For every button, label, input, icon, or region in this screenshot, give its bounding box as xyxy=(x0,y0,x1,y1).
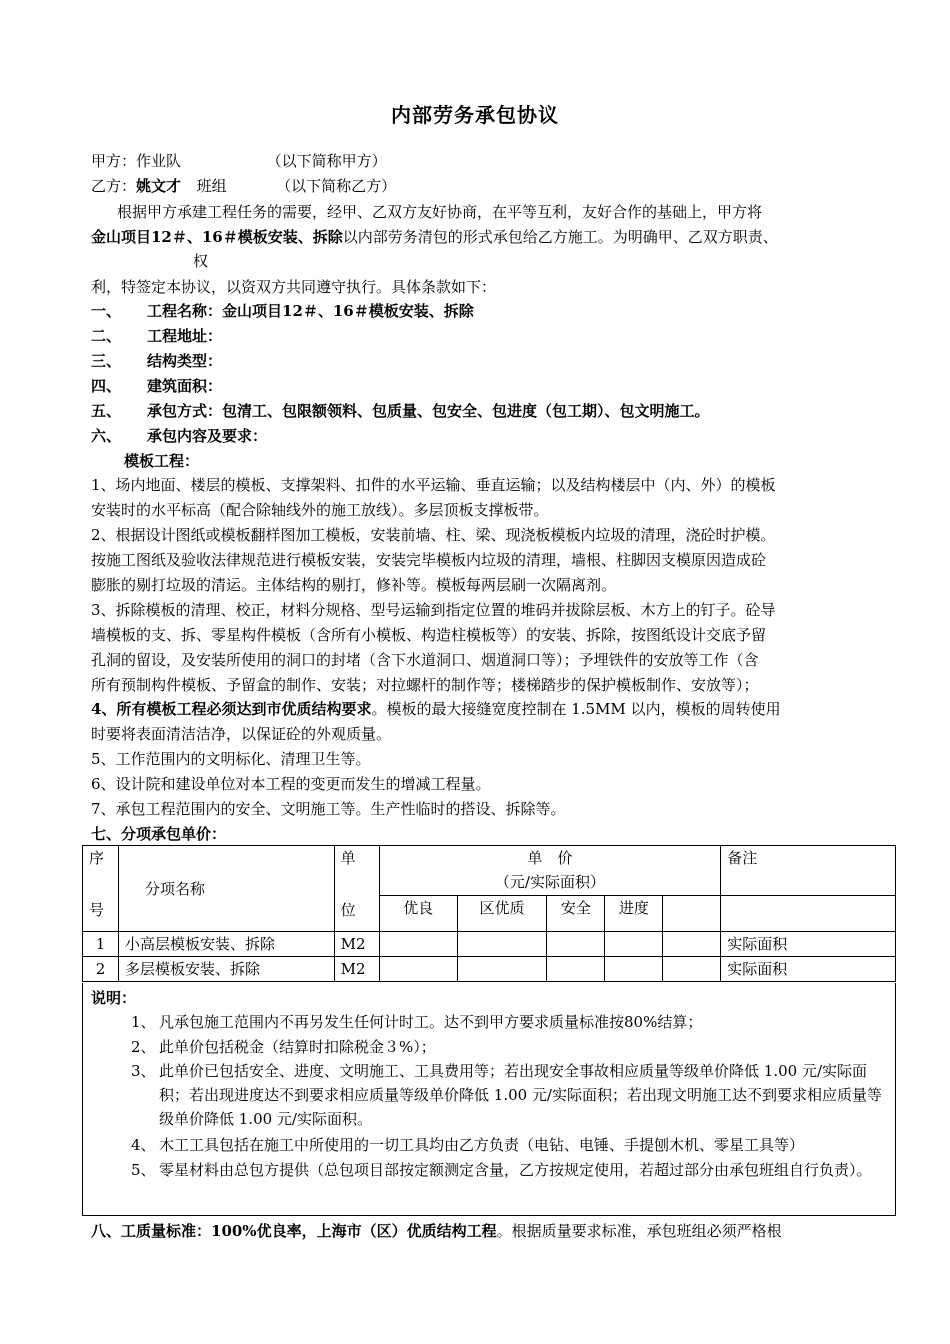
row-remark: 实际面积 xyxy=(721,957,896,982)
party-b-line xyxy=(91,174,396,198)
grade-district-quality: 区优质 xyxy=(457,896,547,932)
document-title: 内部劳务承包协议 xyxy=(391,103,559,127)
section-8-bold: 八、工质量标准：100%优良率，上海市（区）优质结构工程 xyxy=(91,1222,497,1240)
item-4-bold: 4、所有模板工程必须达到市优质结构要求 xyxy=(91,700,372,718)
unit-price-table xyxy=(82,845,896,982)
row-remark: 实际面积 xyxy=(721,932,896,957)
header-seq-bottom: 号 xyxy=(89,901,105,919)
content-line: 所有预制构件模板、予留盒的制作、安装；对拉螺杆的制作等；楼梯踏步的保护模板制作、安放等）； xyxy=(91,676,759,694)
notes-box xyxy=(82,983,896,1216)
grade-empty xyxy=(663,896,721,932)
note-item xyxy=(131,1010,891,1034)
intro-line-3: 利，特签定本协议，以资双方共同遵守执行。具体条款如下： xyxy=(91,278,497,296)
clause-text: 承包方式：包清工、包限额领料、包质量、包安全、包进度（包工期）、包文明施工。 xyxy=(147,402,710,420)
party-b-note: （以下简称乙方） xyxy=(276,177,397,195)
party-b-name: 姚文才 xyxy=(136,177,182,195)
intro-line-1: 根据甲方承建工程任务的需要，经甲、乙双方友好协商，在平等互利，友好合作的基础上，甲方将 xyxy=(117,203,763,221)
content-line: 安装时的水平标高（配合除轴线外的施工放线）。多层顶板支撑板带。 xyxy=(91,501,549,519)
note-item xyxy=(131,1133,891,1157)
header-unit-bottom: 位 xyxy=(340,901,356,919)
note-text: 此单价包括税金（结算时扣除税金３%）； xyxy=(159,1038,436,1056)
note-number: 2、 xyxy=(131,1038,156,1056)
note-number: 3、 xyxy=(131,1062,156,1080)
note-number: 4、 xyxy=(131,1136,156,1154)
party-b-team: 班组 xyxy=(196,177,227,195)
table-row xyxy=(83,957,896,982)
note-text: 凡承包施工范围内不再另发生任何计时工。达不到甲方要求质量标准按80%结算； xyxy=(159,1013,703,1031)
party-a-line xyxy=(91,149,387,173)
party-b-label: 乙方： xyxy=(91,177,137,195)
clause-number: 四、 xyxy=(91,377,122,395)
header-unit xyxy=(334,846,379,932)
row-cell xyxy=(457,932,547,957)
grade-safety: 安全 xyxy=(547,896,605,932)
content-line: 膨胀的剔打垃圾的清运。主体结构的剔打，修补等。模板每两层刷一次隔离剂。 xyxy=(91,576,617,594)
note-number: 1、 xyxy=(131,1013,156,1031)
clause-2 xyxy=(91,324,222,348)
clause-text: 建筑面积： xyxy=(147,377,223,395)
row-seq: 2 xyxy=(83,957,119,982)
row-cell xyxy=(547,932,605,957)
row-cell xyxy=(547,957,605,982)
header-seq-top: 序 xyxy=(89,849,105,867)
clause-text: 工程地址： xyxy=(147,327,223,345)
row-cell xyxy=(605,957,663,982)
header-remark: 备注 xyxy=(721,846,896,896)
note-number: 5、 xyxy=(131,1161,156,1179)
clause-6 xyxy=(91,424,267,448)
content-line: 2、根据设计图纸或模板翻样图加工模板，安装前墙、柱、梁、现浇板模板内垃圾的清理，浇砼时护模。 xyxy=(91,526,776,544)
note-item xyxy=(131,1035,891,1059)
subheading-formwork: 模板工程： xyxy=(124,452,200,470)
clause-5 xyxy=(91,399,710,423)
grade-excellent: 优良 xyxy=(379,896,457,932)
note-item xyxy=(131,1059,891,1131)
row-cell xyxy=(379,932,457,957)
header-price-label: 单 价 xyxy=(527,849,573,867)
content-line: 6、设计院和建设单位对本工程的变更而发生的增减工程量。 xyxy=(91,775,491,793)
intro-line-2 xyxy=(91,225,778,249)
row-unit: M2 xyxy=(334,932,379,957)
row-cell xyxy=(663,957,721,982)
content-line: 7、承包工程范围内的安全、文明施工等。生产性临时的搭设、拆除等。 xyxy=(91,800,566,818)
party-a-note: （以下简称甲方） xyxy=(266,152,387,170)
clause-number: 二、 xyxy=(91,327,122,345)
intro-line-2-rest: 以内部劳务清包的形式承包给乙方施工。为明确甲、乙双方职责、 xyxy=(342,228,778,246)
note-item xyxy=(131,1158,891,1182)
table-row xyxy=(83,932,896,957)
note-text: 零星材料由总包方提供（总包项目部按定额测定含量，乙方按规定使用，若超过部分由承包班组自行负责）。 xyxy=(159,1161,872,1179)
section-8-line xyxy=(91,1219,782,1243)
note-text: 木工工具包括在施工中所使用的一切工具均由乙方负责（电钻、电锤、手提刨木机、零星工具等） xyxy=(159,1136,805,1154)
row-name: 多层模板安装、拆除 xyxy=(118,957,334,982)
content-line: 按施工图纸及验收法律规范进行模板安装，安装完毕模板内垃圾的清理，墙根、柱脚因支模原因造成砼 xyxy=(91,551,767,569)
content-line: 3、拆除模板的清理、校正，材料分规格、型号运输到指定位置的堆码并拔除层板、木方上的钉子。砼导 xyxy=(91,601,776,619)
header-unit-top: 单 xyxy=(340,849,356,867)
clause-4 xyxy=(91,374,222,398)
row-cell xyxy=(663,932,721,957)
row-cell xyxy=(457,957,547,982)
clause-text: 承包内容及要求： xyxy=(147,427,268,445)
notes-heading: 说明： xyxy=(91,989,137,1007)
row-cell xyxy=(379,957,457,982)
content-line: 墙模板的支、拆、零星构件模板（含所有小模板、构造柱模板等）的安装、拆除，按图纸设计交底予留 xyxy=(91,626,767,644)
clause-3 xyxy=(91,349,222,373)
content-line: 5、工作范围内的文明标化、清理卫生等。 xyxy=(91,750,371,768)
content-line: 时要将表面清洁洁净，以保证砼的外观质量。 xyxy=(91,725,392,743)
party-a-label: 甲方：作业队 xyxy=(91,152,182,170)
content-line: 1、场内地面、楼层的模板、支撑架料、扣件的水平运输、垂直运输；以及结构楼层中（内、外）的模板 xyxy=(91,476,776,494)
remark-empty xyxy=(721,896,896,932)
row-cell xyxy=(605,932,663,957)
row-name: 小高层模板安装、拆除 xyxy=(118,932,334,957)
section-7-heading: 七、分项承包单价： xyxy=(91,825,227,843)
content-line: 孔洞的留设，及安装所使用的洞口的封堵（含下水道洞口、烟道洞口等）；予埋铁件的安放等工作（含 xyxy=(91,651,759,669)
note-text: 此单价已包括安全、进度、文明施工、工具费用等；若出现安全事故相应质量等级单价降低 1.00 元/实际面积；若出现进度达不到要求相应质量等级单价降低 1.00 元/实际面积；若出现文明施工达不到要求相应质量等级单价降低 1.00 元/实际面积。 xyxy=(159,1062,882,1128)
header-unit-price xyxy=(379,846,721,896)
header-item-name: 分项名称 xyxy=(118,846,334,932)
grade-progress: 进度 xyxy=(605,896,663,932)
project-name: 金山项目12＃、16＃模板安装、拆除 xyxy=(91,228,343,246)
intro-wrap-char: 权 xyxy=(193,252,209,270)
clause-1 xyxy=(91,299,474,323)
content-item-4 xyxy=(91,697,781,721)
header-seq xyxy=(83,846,119,932)
clause-text: 结构类型： xyxy=(147,352,223,370)
clause-number: 一、 xyxy=(91,302,122,320)
header-price-sub: （元/实际面积） xyxy=(494,873,605,891)
clause-number: 五、 xyxy=(91,402,122,420)
row-unit: M2 xyxy=(334,957,379,982)
clause-number: 六、 xyxy=(91,427,122,445)
clause-text: 工程名称：金山项目12＃、16＃模板安装、拆除 xyxy=(147,302,474,320)
row-seq: 1 xyxy=(83,932,119,957)
section-8-rest: 。根据质量要求标准，承包班组必须严格根 xyxy=(496,1222,782,1240)
clause-number: 三、 xyxy=(91,352,122,370)
item-4-rest: 。模板的最大接缝宽度控制在 1.5MM 以内，模板的周转使用 xyxy=(371,700,781,718)
